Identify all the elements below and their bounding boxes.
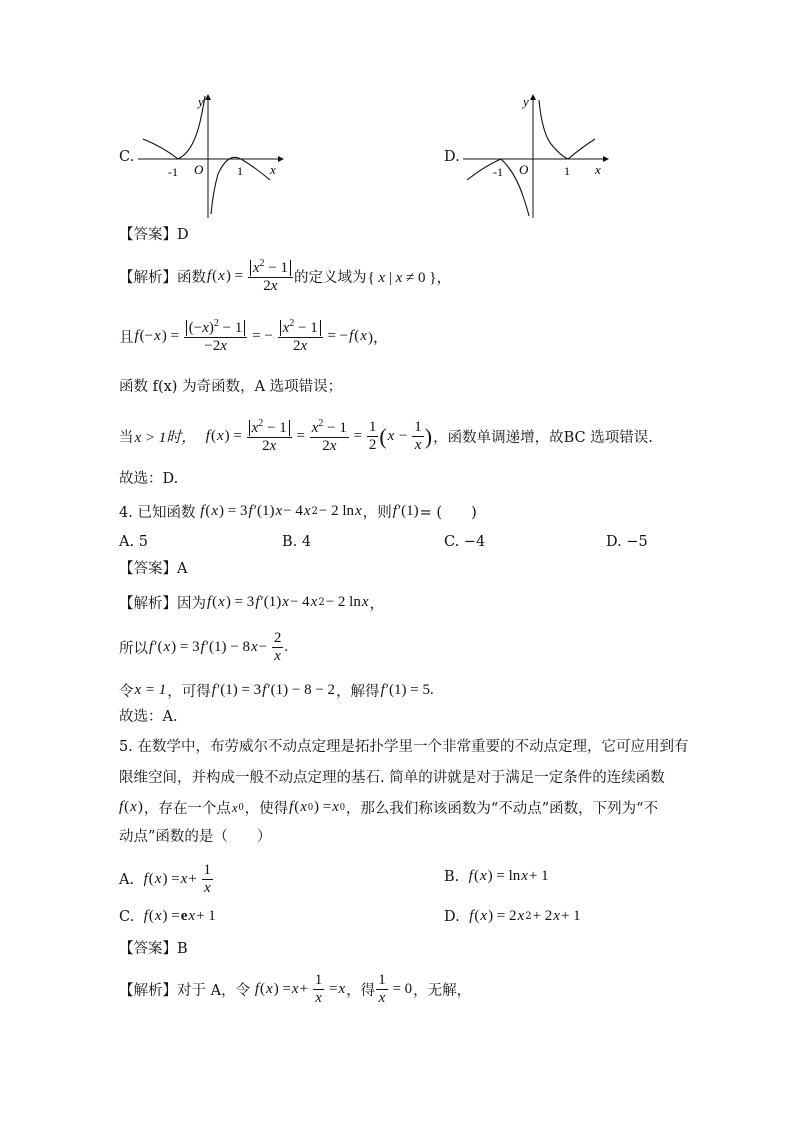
q3-pick: 故选：D. xyxy=(119,471,179,487)
q4-stem: 4. 已知函数 f ( x ) = 3 f ′(1) x − 4 x 2 − 2 ln x ，则 f ′(1) = ( ) xyxy=(119,503,477,521)
q4-analysis-line1: 【解析】因为 f ( x ) = 3 f ′(1) x − 4 x 2 − 2 ln x ， xyxy=(119,594,385,612)
q3-analysis-line2: 且 f (− x ) = $\frac{(-x)^2 - 1}{-2x}$ = − $\frac{x^2 - 1}{2x}$ = − f ( x )， xyxy=(119,318,388,355)
q4-answer: 【答案】A xyxy=(119,561,188,577)
q5-stem-line2: 限维空间，并构成一般不动点定理的基石. 简单的讲就是对于满足一定条件的连续函数 xyxy=(119,770,665,786)
q4-get-text: ，可得 xyxy=(167,684,211,700)
q5-stem-l3c: ，那么我们称该函数为“不动点”函数，下列为“不 xyxy=(345,801,659,817)
q3-odd-conclusion: 函数 f(x) 为奇函数，A 选项错误； xyxy=(119,379,343,395)
q4-stem-lead: 4. 已知函数 xyxy=(119,505,196,521)
graph-d-one: 1 xyxy=(564,164,570,178)
q5-option-c[interactable]: C. f ( x ) = e x + 1 xyxy=(119,908,216,925)
graph-c-origin: O xyxy=(194,162,204,177)
graph-c-one: 1 xyxy=(237,164,243,178)
q4-let-word: 令 xyxy=(119,684,134,700)
option-d-label: D. xyxy=(444,149,460,165)
frac-abs-x2-1-over-2x: $\frac{x^2 - 1}{2x}$ xyxy=(248,258,293,296)
q3-when-cond: x > 1时， xyxy=(134,430,197,447)
graph-d-y-label: y xyxy=(523,94,529,109)
q4-option-c[interactable]: C. −4 xyxy=(444,534,486,550)
q4-option-a[interactable]: A. 5 xyxy=(119,534,148,550)
q4-pick: 故选：A. xyxy=(119,709,178,725)
q5-answer: 【答案】B xyxy=(119,941,188,957)
q3-analysis-lead: 【解析】函数 xyxy=(119,270,206,287)
q5-option-a[interactable]: A. f ( x ) = x + $\frac{1}{x}$ xyxy=(119,862,212,897)
q5-stem-l3a: ，存在一个点 xyxy=(143,801,231,817)
q5-stem-line3: f ( x ) ，存在一个点 x 0 ，使得 f ( x 0 ) = x 0 ，那么我们称该函数为“不动点”函数，下列为“不 xyxy=(119,799,659,817)
q3-when-word: 当 xyxy=(119,430,134,447)
q5-analysis-lead: 【解析】对于 A，令 xyxy=(119,983,251,1000)
domain-set: { x | x ≠ 0 }， xyxy=(367,270,452,287)
q4-solve-text: ，解得 xyxy=(336,684,380,700)
q4-analysis-line3: 令 x = 1 ，可得 f ′(1) = 3 f ′(1) − 8 − 2 ，解得 f ′(1) = 5. xyxy=(119,682,434,700)
q4-analysis-line2: 所以 f ′( x ) = 3 f ′(1) − 8 x − $\frac{2}{x}$ . xyxy=(119,630,289,665)
q3-analysis-line1: 【解析】函数 f ( x ) = $\frac{x^2 - 1}{2x}$ 的定义域为 { x | x ≠ 0 }， xyxy=(119,258,452,295)
q4-option-b[interactable]: B. 4 xyxy=(282,534,312,550)
graph-c-x-label: x xyxy=(270,162,276,177)
q5-analysis-end: ，无解， xyxy=(413,983,472,1000)
q3-and-word: 且 xyxy=(119,330,134,347)
q5-stem-line1: 5. 在数学中，布劳威尔不动点定理是拓扑学里一个非常重要的不动点定理，它可应用到有 xyxy=(119,739,689,755)
graph-d-x-label: x xyxy=(595,162,601,177)
graph-d-neg-one: -1 xyxy=(493,165,503,179)
option-c-label: C. xyxy=(119,149,135,165)
q5-stem-line4: 动点”函数的是（ ） xyxy=(119,829,272,845)
graph-c-neg-one: -1 xyxy=(168,165,178,179)
q5-analysis-mid: ，得 xyxy=(346,983,376,1000)
frac-neg: $\frac{(-x)^2 - 1}{-2x}$ xyxy=(184,318,248,356)
graph-d-origin: O xyxy=(519,162,529,177)
q4-let-cond: x = 1 xyxy=(134,682,167,698)
q4-option-d[interactable]: D. −5 xyxy=(606,534,648,550)
formula-fx: f xyxy=(207,268,212,285)
q4-stem-tail: ，则 xyxy=(362,505,392,521)
q5-analysis-line1: 【解析】对于 A，令 f ( x ) = x + $\frac{1}{x}$ = x ，得 $\frac{1}{x}$ = 0 ，无解， xyxy=(119,972,472,1007)
q3-domain-text: 的定义域为 xyxy=(293,270,367,287)
q4-stem-end: = ( ) xyxy=(419,505,477,521)
graph-c xyxy=(138,92,288,220)
q3-answer: 【答案】D xyxy=(119,227,189,243)
q4-so-word: 所以 xyxy=(119,641,148,658)
q5-option-b[interactable]: B. f ( x ) = ln x + 1 xyxy=(444,868,549,885)
q3-mono-text: ，函数单调递增，故BC 选项错误. xyxy=(433,430,653,447)
frac-pos: $\frac{x^2 - 1}{2x}$ xyxy=(278,318,323,356)
graph-c-y-label: y xyxy=(198,94,204,109)
q4-analysis-lead: 【解析】因为 xyxy=(119,596,206,612)
q5-stem-l3b: ，使得 xyxy=(244,801,289,817)
q5-option-d[interactable]: D. f ( x ) = 2 x 2 + 2 x + 1 xyxy=(444,908,581,925)
q3-analysis-line4: 当 x > 1时， f ( x ) = $\frac{x^2 - 1}{2x}$ = $\frac{x^2 - 1}{2x}$ = $\frac{1}{2}$ ( x − $\frac{1}{x}$ ) ，函数单调递增，故BC 选项错误. xyxy=(119,418,653,455)
graph-d xyxy=(463,92,613,220)
